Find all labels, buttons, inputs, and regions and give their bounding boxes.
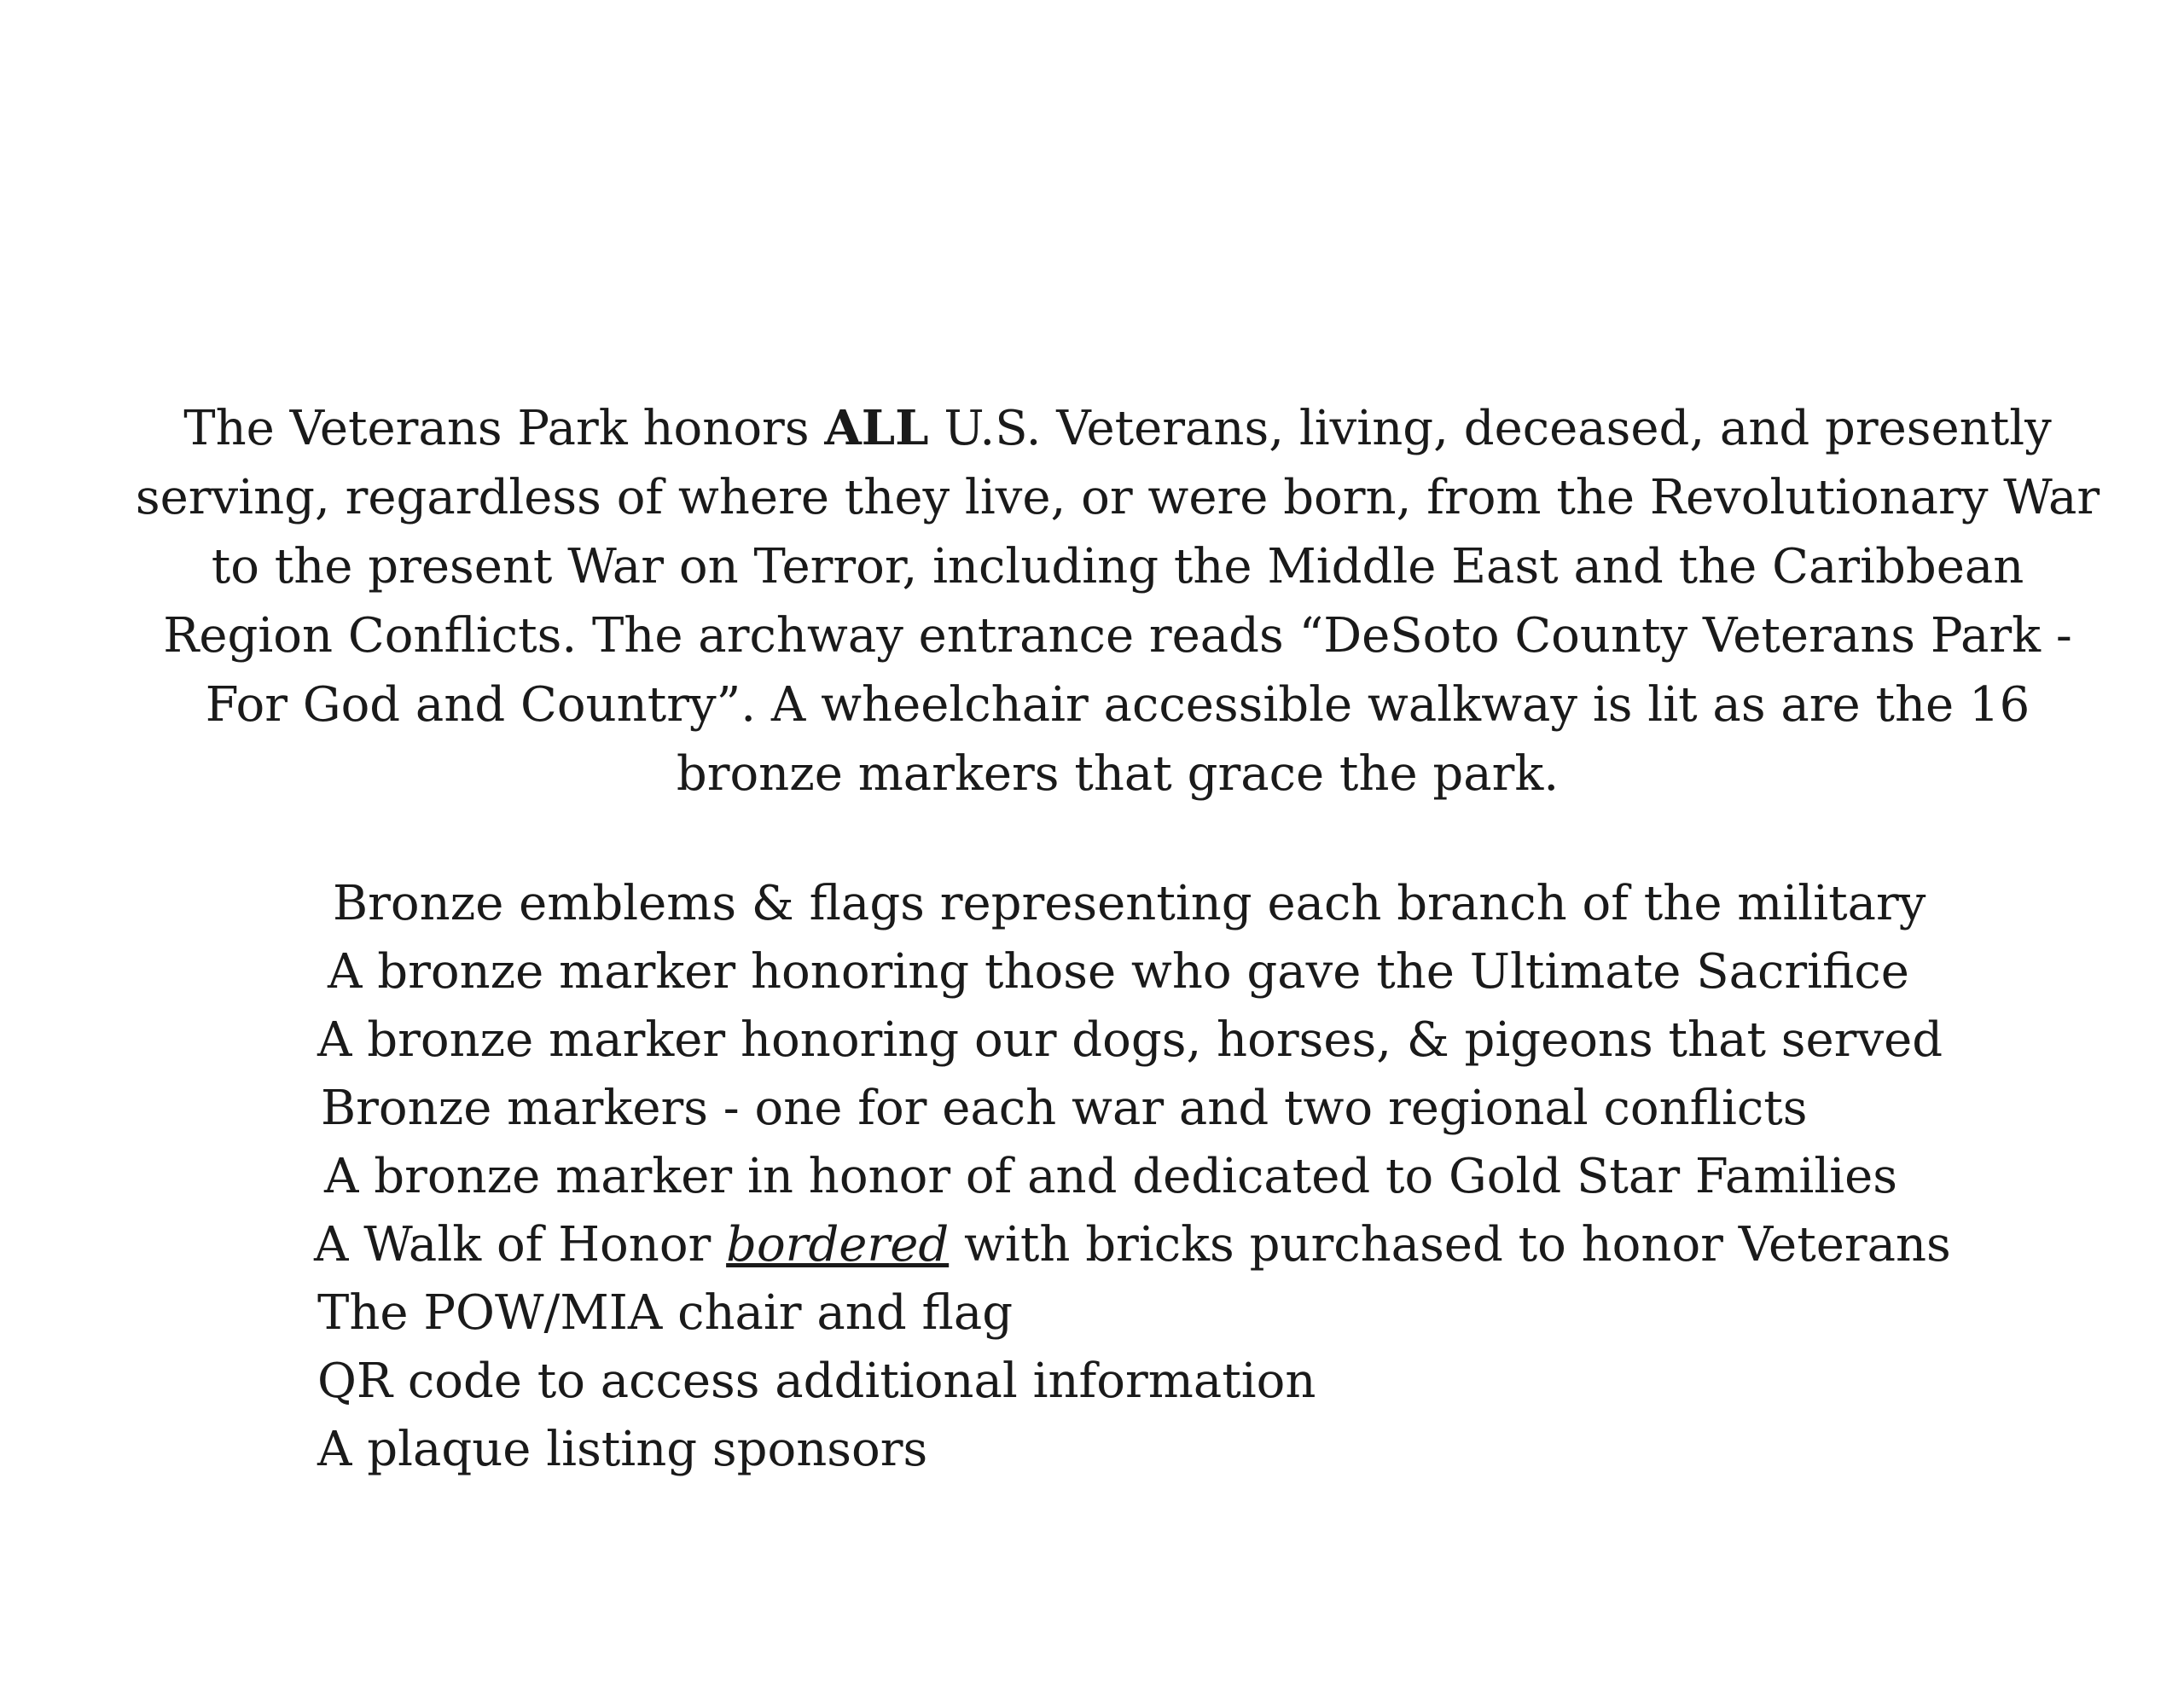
feature-item-emblems: Bronze emblems & flags representing each branch of the military — [333, 876, 1926, 931]
feature-item-war-markers: Bronze markers - one for each war and two regional conflicts — [321, 1081, 1808, 1136]
feature-item-walk-of-honor — [314, 1211, 1951, 1279]
walk-of-honor-start: A Walk of Honor — [314, 1217, 727, 1272]
intro-line-2: serving, regardless of where they live, or were born, from the Revolutionary War — [135, 470, 2100, 525]
feature-item-animals: A bronze marker honoring our dogs, horses, & pigeons that served — [317, 1012, 1943, 1068]
feature-item-gold-star: A bronze marker in honor of and dedicated to Gold Star Families — [324, 1149, 1898, 1204]
feature-item-pow-mia: The POW/MIA chair and flag — [317, 1285, 1014, 1341]
intro-line-1 — [119, 394, 2116, 463]
intro-line-1-start: The Veterans Park honors — [183, 401, 825, 456]
walk-of-honor-end: with bricks purchased to honor Veterans — [949, 1217, 1951, 1272]
intro-line-5: For God and Country”. A wheelchair accessible walkway is lit as are the 16 — [205, 677, 2030, 733]
intro-line-4: Region Conflicts. The archway entrance reads “DeSoto County Veterans Park - — [163, 608, 2072, 664]
intro-line-3: to the present War on Terror, including the Middle East and the Caribbean — [211, 539, 2024, 594]
intro-line-6: bronze markers that grace the park. — [676, 746, 1560, 802]
walk-of-honor-emphasis: bordered — [726, 1217, 950, 1272]
feature-item-plaque: A plaque listing sponsors — [317, 1422, 928, 1477]
intro-line-1-bold: ALL — [824, 400, 929, 456]
intro-paragraph — [119, 394, 2116, 809]
feature-item-qr-code: QR code to access additional information — [317, 1354, 1316, 1409]
intro-line-1-end: U.S. Veterans, living, deceased, and presently — [928, 401, 2052, 456]
feature-item-ultimate-sacrifice: A bronze marker honoring those who gave the Ultimate Sacrifice — [328, 944, 1909, 1000]
